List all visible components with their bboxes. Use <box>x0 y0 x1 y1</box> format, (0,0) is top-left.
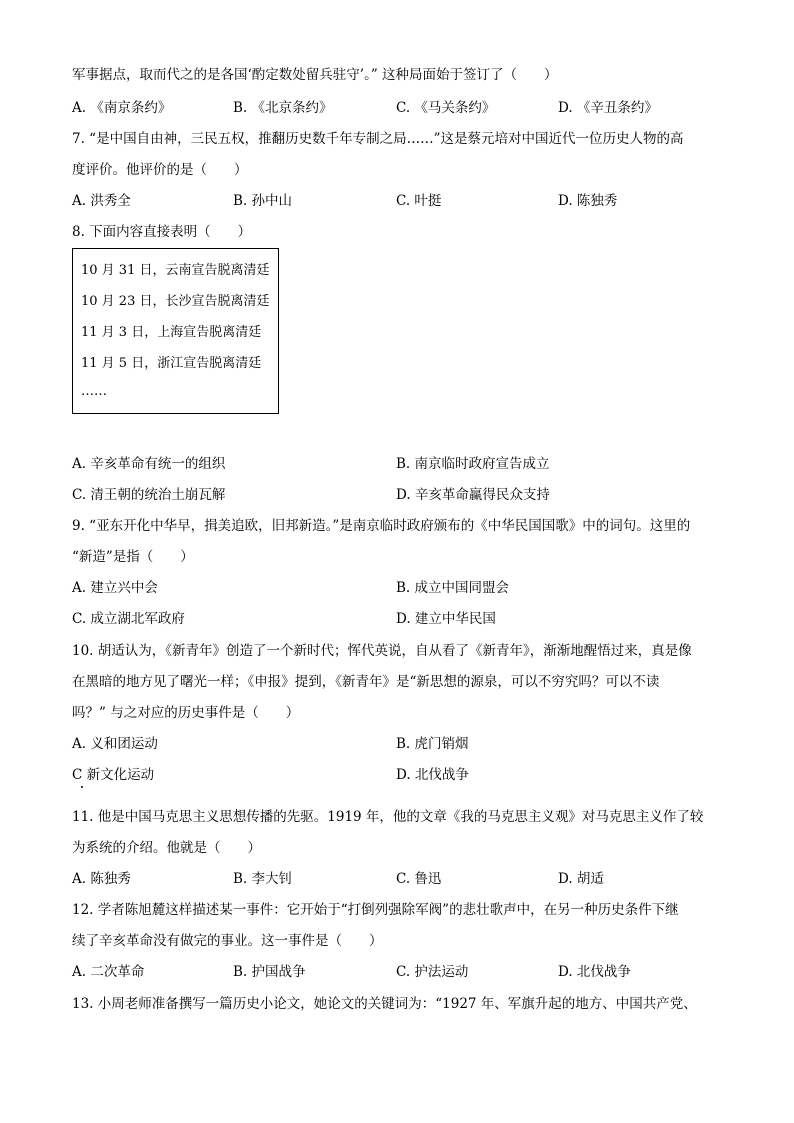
q12-option-c: C. 护法运动 <box>396 964 469 980</box>
q6-option-d: D. 《辛丑条约》 <box>558 100 658 116</box>
q11-option-b: B. 李大钊 <box>233 871 293 887</box>
q8-box-line: 10 月 23 日，长沙宣告脱离清廷 <box>81 294 270 309</box>
q8-option-d: D. 辛亥革命赢得民众支持 <box>396 487 550 503</box>
q9-option-d: D. 建立中华民国 <box>396 611 496 627</box>
q10-option-a: A. 义和团运动 <box>72 736 158 752</box>
q8-box-line: 10 月 31 日，云南宣告脱离清廷 <box>81 263 270 278</box>
q7-option-b: B. 孙中山 <box>233 193 293 209</box>
q8-option-b: B. 南京临时政府宣告成立 <box>396 456 550 472</box>
q10-option-b: B. 虎门销烟 <box>396 736 469 752</box>
q13-stem-line1: 13. 小周老师准备撰写一篇历史小论文，她论文的关键词为：“1927 年、军旗升起的地方、中国共产党、 <box>72 996 697 1012</box>
q9-stem-line2: “新造”是指（ ） <box>72 549 194 565</box>
q9-option-b: B. 成立中国同盟会 <box>396 580 510 596</box>
q7-option-d: D. 陈独秀 <box>558 193 618 209</box>
q7-option-a: A. 洪秀全 <box>72 193 131 209</box>
q7-stem-line2: 度评价。他评价的是（ ） <box>72 162 248 178</box>
q7-stem-line1: 7. “是中国自由神，三民五权，推翻历史数千年专制之局……”这是蔡元培对中国近代一位历史人物的高 <box>72 131 684 147</box>
q11-stem-line1: 11. 他是中国马克思主义思想传播的先驱。1919 年，他的文章《我的马克思主义观》对马克思主义作了较 <box>72 809 704 825</box>
q10-stem-line1: 10. 胡适认为，《新青年》创造了一个新时代；恽代英说，自从看了《新青年》，渐渐地醒悟过来，真是像 <box>72 643 692 659</box>
q11-stem-line2: 为系统的介绍。他就是（ ） <box>72 840 261 856</box>
q9-option-a: A. 建立兴中会 <box>72 580 158 596</box>
q12-option-a: A. 二次革命 <box>72 964 145 980</box>
q12-stem-line1: 12. 学者陈旭麓这样描述某一事件：它开始于“打倒列强除军阀”的悲壮歌声中，在另一种历史条件下继 <box>72 902 679 918</box>
q8-box-line: 11 月 5 日，浙江宣告脱离清廷 <box>81 356 262 371</box>
q10-stem-line2: 在黑暗的地方见了曙光一样；《申报》提到，《新青年》是“新思想的源泉，可以不穷究吗？可以不读 <box>72 674 660 690</box>
q8-option-a: A. 辛亥革命有统一的组织 <box>72 456 226 472</box>
q8-stem: 8. 下面内容直接表明（ ） <box>72 224 252 240</box>
q11-option-c: C. 鲁迅 <box>396 871 442 887</box>
q10-stem-line3: 吗？” 与之对应的历史事件是（ ） <box>72 705 300 721</box>
q10-option-d: D. 北伐战争 <box>396 767 469 783</box>
q9-option-c: C. 成立湖北军政府 <box>72 611 185 627</box>
q6-option-c: C. 《马关条约》 <box>396 100 496 116</box>
q10-option-c: C 新文化运动 <box>72 767 155 783</box>
q8-box-line: …… <box>81 384 107 399</box>
q9-stem-line1: 9. “亚东开化中华早，揖美追欧，旧邦新造。”是南京临时政府颁布的《中华民国国歌》中的词句。这里的 <box>72 518 691 534</box>
q6-option-b: B. 《北京条约》 <box>233 100 333 116</box>
q11-option-d: D. 胡适 <box>558 871 604 887</box>
q12-stem-line2: 续了辛亥革命没有做完的事业。这一事件是（ ） <box>72 933 383 949</box>
q12-option-d: D. 北伐战争 <box>558 964 631 980</box>
q12-option-b: B. 护国战争 <box>233 964 306 980</box>
q7-option-c: C. 叶挺 <box>396 193 442 209</box>
q8-option-c: C. 清王朝的统治土崩瓦解 <box>72 487 226 503</box>
q6-option-a: A. 《南京条约》 <box>72 100 172 116</box>
stray-dot <box>81 786 83 788</box>
q8-source-box <box>72 248 279 414</box>
q8-box-line: 11 月 3 日，上海宣告脱离清廷 <box>81 325 262 340</box>
q6-stem: 军事据点，取而代之的是各国‘酌定数处留兵驻守’。” 这种局面始于签订了（ ） <box>72 67 558 83</box>
q11-option-a: A. 陈独秀 <box>72 871 131 887</box>
